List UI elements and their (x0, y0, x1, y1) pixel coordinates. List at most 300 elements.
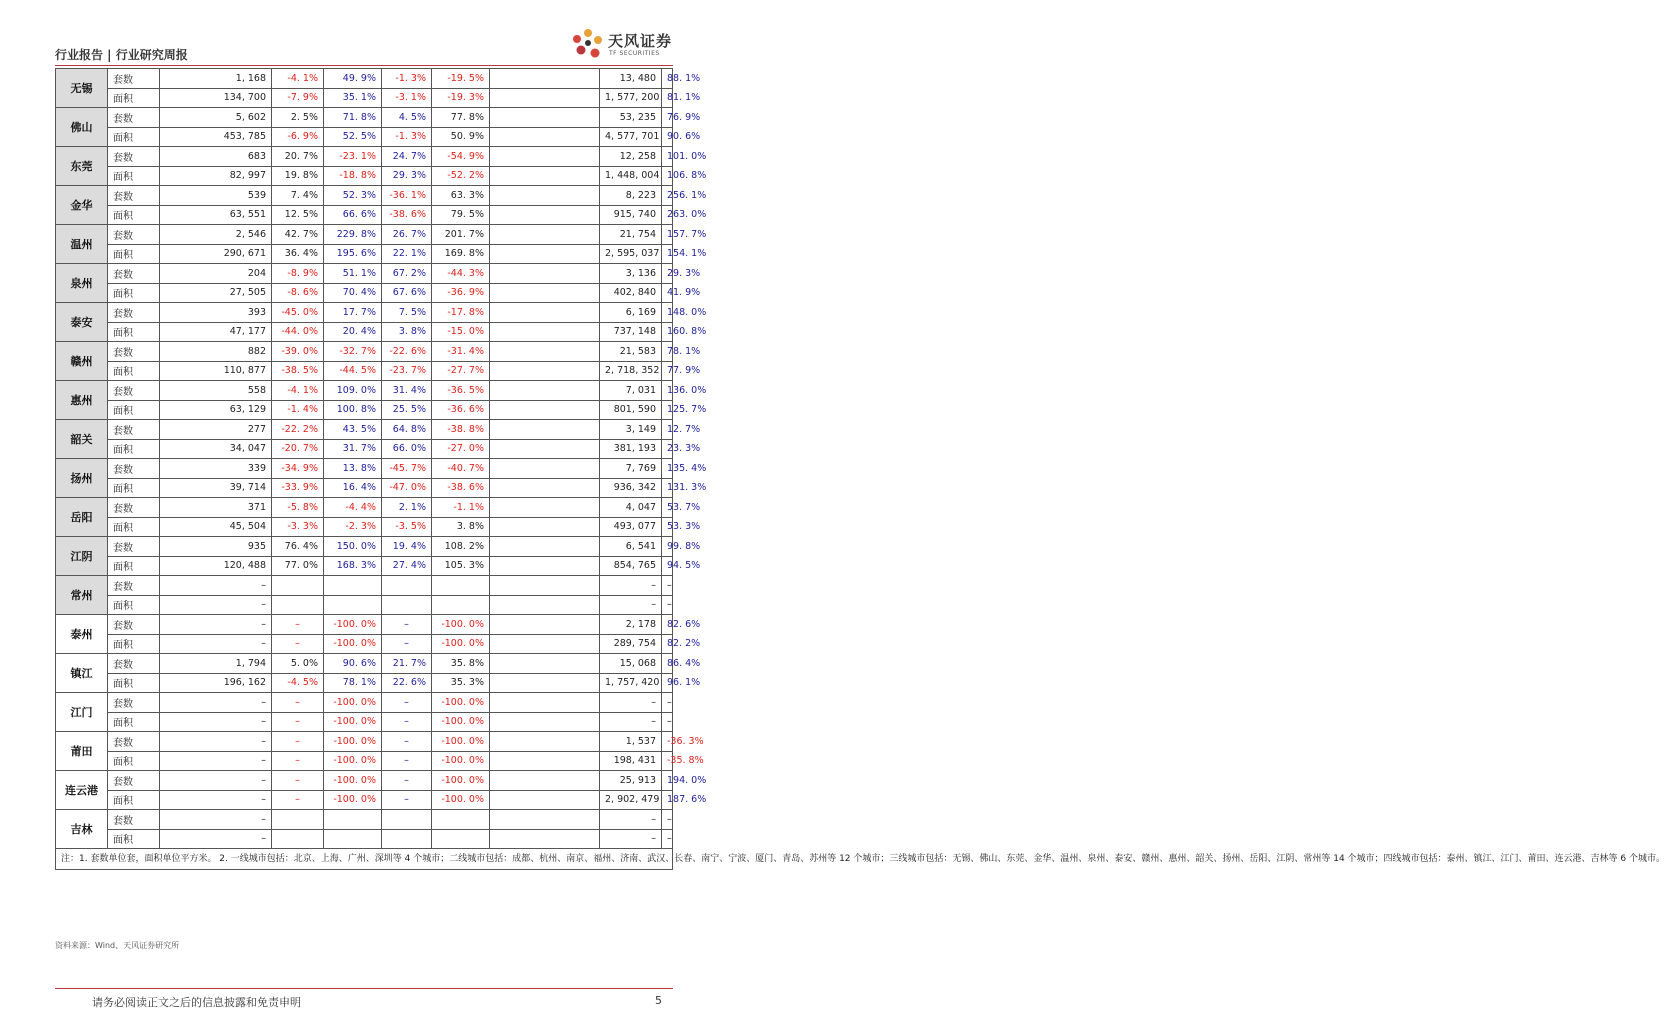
city-name: 江门 (56, 693, 108, 732)
cumulative-total: 1, 448, 004 (600, 166, 662, 186)
table-row (56, 69, 673, 89)
change-value: – (272, 712, 324, 732)
change-value: -15. 0% (432, 322, 490, 342)
change-value: -100. 0% (432, 732, 490, 752)
cumulative-change: -35. 8% (662, 751, 673, 771)
empty-cell (490, 595, 600, 615)
row-metric-label: 面积 (108, 439, 160, 459)
change-value: – (382, 693, 432, 713)
weekly-total: 558 (160, 381, 272, 401)
empty-cell (490, 342, 600, 362)
change-value: 79. 5% (432, 205, 490, 225)
row-metric-label: 面积 (108, 400, 160, 420)
change-value: -20. 7% (272, 439, 324, 459)
change-value: 25. 5% (382, 400, 432, 420)
cumulative-change: 88. 1% (662, 69, 673, 89)
city-name: 佛山 (56, 108, 108, 147)
empty-cell (490, 517, 600, 537)
change-value: 108. 2% (432, 537, 490, 557)
row-metric-label: 套数 (108, 498, 160, 518)
row-metric-label: 面积 (108, 556, 160, 576)
cumulative-change: 82. 2% (662, 634, 673, 654)
change-value: – (382, 751, 432, 771)
cumulative-change: 125. 7% (662, 400, 673, 420)
change-value: 90. 6% (324, 654, 382, 674)
row-metric-label: 套数 (108, 537, 160, 557)
city-sales-table (55, 68, 1665, 870)
city-name: 常州 (56, 576, 108, 615)
change-value: 26. 7% (382, 225, 432, 245)
change-value: -23. 7% (382, 361, 432, 381)
change-value: 19. 4% (382, 537, 432, 557)
cumulative-total: 936, 342 (600, 478, 662, 498)
cumulative-total: 21, 754 (600, 225, 662, 245)
change-value: -8. 6% (272, 283, 324, 303)
cumulative-total: 854, 765 (600, 556, 662, 576)
change-value: -4. 4% (324, 498, 382, 518)
table-row (56, 381, 673, 401)
city-name: 泰州 (56, 615, 108, 654)
empty-cell (490, 615, 600, 635)
weekly-total: – (160, 595, 272, 615)
weekly-total: 196, 162 (160, 673, 272, 693)
cumulative-total: 3, 136 (600, 264, 662, 284)
cumulative-total: 2, 718, 352 (600, 361, 662, 381)
change-value: -6. 9% (272, 127, 324, 147)
cumulative-total: 2, 178 (600, 615, 662, 635)
cumulative-change: 23. 3% (662, 439, 673, 459)
cumulative-change: 12. 7% (662, 420, 673, 440)
change-value: 42. 7% (272, 225, 324, 245)
change-value: -4. 5% (272, 673, 324, 693)
table-row (56, 205, 673, 225)
change-value: 43. 5% (324, 420, 382, 440)
change-value: -17. 8% (432, 303, 490, 323)
change-value: 20. 4% (324, 322, 382, 342)
weekly-total: – (160, 712, 272, 732)
cumulative-total: 3, 149 (600, 420, 662, 440)
change-value: 22. 6% (382, 673, 432, 693)
table-row (56, 88, 673, 108)
change-value: -4. 1% (272, 69, 324, 89)
change-value: 29. 3% (382, 166, 432, 186)
empty-cell (490, 459, 600, 479)
cumulative-total: 1, 537 (600, 732, 662, 752)
table-row (56, 556, 673, 576)
cumulative-change: – (662, 829, 673, 849)
cumulative-total: 493, 077 (600, 517, 662, 537)
table-body (56, 69, 1665, 870)
cumulative-change: 90. 6% (662, 127, 673, 147)
empty-cell (490, 556, 600, 576)
cumulative-total: 4, 577, 701 (600, 127, 662, 147)
change-value: 66. 0% (382, 439, 432, 459)
city-name: 泉州 (56, 264, 108, 303)
table-row (56, 654, 673, 674)
change-value: -22. 6% (382, 342, 432, 362)
cumulative-change: 154. 1% (662, 244, 673, 264)
disclaimer-text: 请务必阅读正文之后的信息披露和免责申明 (92, 996, 301, 1009)
table-row (56, 147, 673, 167)
cumulative-total: – (600, 829, 662, 849)
table-row (56, 537, 673, 557)
change-value: – (272, 615, 324, 635)
weekly-total: 134, 700 (160, 88, 272, 108)
empty-cell (490, 88, 600, 108)
weekly-total: 45, 504 (160, 517, 272, 537)
cumulative-total: 25, 913 (600, 771, 662, 791)
change-value: 17. 7% (324, 303, 382, 323)
change-value: -27. 7% (432, 361, 490, 381)
row-metric-label: 面积 (108, 712, 160, 732)
empty-cell (490, 127, 600, 147)
row-metric-label: 套数 (108, 693, 160, 713)
change-value: -32. 7% (324, 342, 382, 362)
change-value: – (272, 634, 324, 654)
cumulative-change: 256. 1% (662, 186, 673, 206)
change-value: 3. 8% (432, 517, 490, 537)
change-value: 50. 9% (432, 127, 490, 147)
change-value: -1. 3% (382, 69, 432, 89)
empty-cell (490, 108, 600, 128)
cumulative-change: 148. 0% (662, 303, 673, 323)
table-row (56, 693, 673, 713)
cumulative-total: 4, 047 (600, 498, 662, 518)
row-metric-label: 面积 (108, 478, 160, 498)
table-row (56, 186, 673, 206)
change-value: 27. 4% (382, 556, 432, 576)
change-value: -100. 0% (432, 615, 490, 635)
change-value: – (272, 771, 324, 791)
change-value (382, 595, 432, 615)
cumulative-total: 915, 740 (600, 205, 662, 225)
weekly-total: 63, 551 (160, 205, 272, 225)
row-metric-label: 面积 (108, 517, 160, 537)
change-value: -100. 0% (324, 693, 382, 713)
empty-cell (490, 225, 600, 245)
cumulative-change: – (662, 712, 673, 732)
change-value: 2. 5% (272, 108, 324, 128)
row-metric-label: 套数 (108, 615, 160, 635)
change-value: -27. 0% (432, 439, 490, 459)
change-value: 19. 8% (272, 166, 324, 186)
city-name: 连云港 (56, 771, 108, 810)
cumulative-change: 29. 3% (662, 264, 673, 284)
change-value: -33. 9% (272, 478, 324, 498)
weekly-total: 539 (160, 186, 272, 206)
change-value: -44. 0% (272, 322, 324, 342)
cumulative-change: 76. 9% (662, 108, 673, 128)
cumulative-total: 737, 148 (600, 322, 662, 342)
cumulative-change: 77. 9% (662, 361, 673, 381)
change-value (324, 595, 382, 615)
table-row (56, 771, 673, 791)
cumulative-change: 53. 7% (662, 498, 673, 518)
empty-cell (490, 478, 600, 498)
change-value: – (272, 693, 324, 713)
row-metric-label: 套数 (108, 264, 160, 284)
table-row (56, 634, 673, 654)
change-value: 13. 8% (324, 459, 382, 479)
change-value (382, 810, 432, 830)
table-row (56, 712, 673, 732)
empty-cell (490, 673, 600, 693)
cumulative-total: 15, 068 (600, 654, 662, 674)
change-value: 64. 8% (382, 420, 432, 440)
change-value: -100. 0% (324, 634, 382, 654)
cumulative-total: 198, 431 (600, 751, 662, 771)
cumulative-total: – (600, 810, 662, 830)
empty-cell (490, 361, 600, 381)
change-value: – (382, 732, 432, 752)
row-metric-label: 套数 (108, 381, 160, 401)
change-value: -100. 0% (324, 712, 382, 732)
weekly-total: 82, 997 (160, 166, 272, 186)
table-row (56, 420, 673, 440)
empty-cell (490, 498, 600, 518)
cumulative-total: 1, 577, 200 (600, 88, 662, 108)
change-value: -100. 0% (432, 751, 490, 771)
row-metric-label: 面积 (108, 205, 160, 225)
change-value: 63. 3% (432, 186, 490, 206)
table-row (56, 732, 673, 752)
change-value: 16. 4% (324, 478, 382, 498)
change-value: -100. 0% (324, 615, 382, 635)
empty-cell (490, 205, 600, 225)
change-value: -39. 0% (272, 342, 324, 362)
city-name: 镇江 (56, 654, 108, 693)
weekly-total: 277 (160, 420, 272, 440)
change-value: 12. 5% (272, 205, 324, 225)
change-value: 169. 8% (432, 244, 490, 264)
row-metric-label: 套数 (108, 810, 160, 830)
empty-cell (490, 751, 600, 771)
cumulative-total: 8, 223 (600, 186, 662, 206)
row-metric-label: 面积 (108, 322, 160, 342)
change-value: -7. 9% (272, 88, 324, 108)
tf-logo-icon (568, 28, 606, 62)
empty-cell (490, 439, 600, 459)
row-metric-label: 套数 (108, 576, 160, 596)
change-value: -100. 0% (432, 771, 490, 791)
row-metric-label: 套数 (108, 108, 160, 128)
row-metric-label: 套数 (108, 186, 160, 206)
change-value: 20. 7% (272, 147, 324, 167)
change-value: -52. 2% (432, 166, 490, 186)
change-value: -44. 3% (432, 264, 490, 284)
change-value: 31. 4% (382, 381, 432, 401)
change-value: -36. 5% (432, 381, 490, 401)
change-value: 76. 4% (272, 537, 324, 557)
change-value: 195. 6% (324, 244, 382, 264)
change-value: 49. 9% (324, 69, 382, 89)
cumulative-change: 94. 5% (662, 556, 673, 576)
weekly-total: 34, 047 (160, 439, 272, 459)
table-row (56, 225, 673, 245)
weekly-total: 63, 129 (160, 400, 272, 420)
change-value: -38. 6% (382, 205, 432, 225)
row-metric-label: 套数 (108, 69, 160, 89)
row-metric-label: 面积 (108, 595, 160, 615)
row-metric-label: 面积 (108, 634, 160, 654)
empty-cell (490, 322, 600, 342)
table-row (56, 361, 673, 381)
change-value: -31. 4% (432, 342, 490, 362)
change-value: -100. 0% (324, 771, 382, 791)
table-row (56, 615, 673, 635)
row-metric-label: 面积 (108, 673, 160, 693)
cumulative-change: 99. 8% (662, 537, 673, 557)
cumulative-total: 1, 757, 420 (600, 673, 662, 693)
cumulative-change: 194. 0% (662, 771, 673, 791)
cumulative-change: 131. 3% (662, 478, 673, 498)
empty-cell (490, 693, 600, 713)
city-name: 东莞 (56, 147, 108, 186)
cumulative-total: 7, 769 (600, 459, 662, 479)
row-metric-label: 面积 (108, 751, 160, 771)
change-value (272, 595, 324, 615)
change-value: -19. 3% (432, 88, 490, 108)
change-value: 67. 2% (382, 264, 432, 284)
row-metric-label: 面积 (108, 166, 160, 186)
table-row (56, 303, 673, 323)
weekly-total: – (160, 771, 272, 791)
empty-cell (490, 166, 600, 186)
change-value: 52. 5% (324, 127, 382, 147)
change-value: 51. 1% (324, 264, 382, 284)
weekly-total: 39, 714 (160, 478, 272, 498)
table-row (56, 166, 673, 186)
table-row (56, 829, 673, 849)
cumulative-change: 81. 1% (662, 88, 673, 108)
weekly-total: 110, 877 (160, 361, 272, 381)
row-metric-label: 套数 (108, 225, 160, 245)
change-value (272, 810, 324, 830)
change-value: -38. 6% (432, 478, 490, 498)
change-value: 71. 8% (324, 108, 382, 128)
change-value: -1. 1% (432, 498, 490, 518)
weekly-total: – (160, 810, 272, 830)
cumulative-total: 2, 902, 479 (600, 790, 662, 810)
row-metric-label: 套数 (108, 654, 160, 674)
empty-cell (490, 186, 600, 206)
row-metric-label: 面积 (108, 127, 160, 147)
empty-cell (490, 732, 600, 752)
cumulative-change: – (662, 576, 673, 596)
table-row (56, 322, 673, 342)
weekly-total: 393 (160, 303, 272, 323)
cumulative-change: 82. 6% (662, 615, 673, 635)
weekly-total: – (160, 829, 272, 849)
change-value: 24. 7% (382, 147, 432, 167)
change-value (382, 576, 432, 596)
page-number: 5 (655, 994, 662, 1007)
table-row (56, 459, 673, 479)
row-metric-label: 面积 (108, 361, 160, 381)
table-row (56, 244, 673, 264)
empty-cell (490, 283, 600, 303)
change-value (382, 829, 432, 849)
empty-cell (490, 244, 600, 264)
change-value: 77. 8% (432, 108, 490, 128)
cumulative-total: 402, 840 (600, 283, 662, 303)
weekly-total: 120, 488 (160, 556, 272, 576)
cumulative-total: 6, 169 (600, 303, 662, 323)
change-value: -38. 5% (272, 361, 324, 381)
change-value: 100. 8% (324, 400, 382, 420)
weekly-total: 683 (160, 147, 272, 167)
change-value: -1. 4% (272, 400, 324, 420)
cumulative-total: 12, 258 (600, 147, 662, 167)
change-value: 35. 1% (324, 88, 382, 108)
change-value (324, 829, 382, 849)
cumulative-change: 160. 8% (662, 322, 673, 342)
row-metric-label: 面积 (108, 283, 160, 303)
empty-cell (490, 147, 600, 167)
empty-cell (490, 712, 600, 732)
table-row (56, 342, 673, 362)
change-value: -47. 0% (382, 478, 432, 498)
change-value: -40. 7% (432, 459, 490, 479)
cumulative-total: 801, 590 (600, 400, 662, 420)
weekly-total: – (160, 751, 272, 771)
change-value: 3. 8% (382, 322, 432, 342)
change-value: -5. 8% (272, 498, 324, 518)
table-row (56, 127, 673, 147)
empty-cell (490, 303, 600, 323)
change-value: 7. 4% (272, 186, 324, 206)
table-row (56, 673, 673, 693)
empty-cell (490, 576, 600, 596)
city-name: 泰安 (56, 303, 108, 342)
row-metric-label: 面积 (108, 244, 160, 264)
change-value: -100. 0% (432, 790, 490, 810)
cumulative-change: 187. 6% (662, 790, 673, 810)
change-value: -100. 0% (324, 790, 382, 810)
table-row (56, 478, 673, 498)
cumulative-total: – (600, 576, 662, 596)
city-name: 扬州 (56, 459, 108, 498)
change-value: -45. 0% (272, 303, 324, 323)
change-value: 168. 3% (324, 556, 382, 576)
cumulative-change: 106. 8% (662, 166, 673, 186)
empty-cell (490, 771, 600, 791)
change-value: – (382, 615, 432, 635)
change-value: 22. 1% (382, 244, 432, 264)
cumulative-total: 2, 595, 037 (600, 244, 662, 264)
row-metric-label: 套数 (108, 303, 160, 323)
city-name: 赣州 (56, 342, 108, 381)
change-value: 70. 4% (324, 283, 382, 303)
change-value: – (382, 712, 432, 732)
row-metric-label: 套数 (108, 459, 160, 479)
change-value: -3. 5% (382, 517, 432, 537)
cumulative-total: 13, 480 (600, 69, 662, 89)
weekly-total: – (160, 790, 272, 810)
weekly-total: 47, 177 (160, 322, 272, 342)
cumulative-change: – (662, 595, 673, 615)
change-value: 201. 7% (432, 225, 490, 245)
change-value (272, 829, 324, 849)
change-value: 66. 6% (324, 205, 382, 225)
weekly-total: 5, 602 (160, 108, 272, 128)
change-value: -23. 1% (324, 147, 382, 167)
empty-cell (490, 420, 600, 440)
change-value: -8. 9% (272, 264, 324, 284)
change-value (272, 576, 324, 596)
cumulative-change: 86. 4% (662, 654, 673, 674)
change-value: -3. 3% (272, 517, 324, 537)
